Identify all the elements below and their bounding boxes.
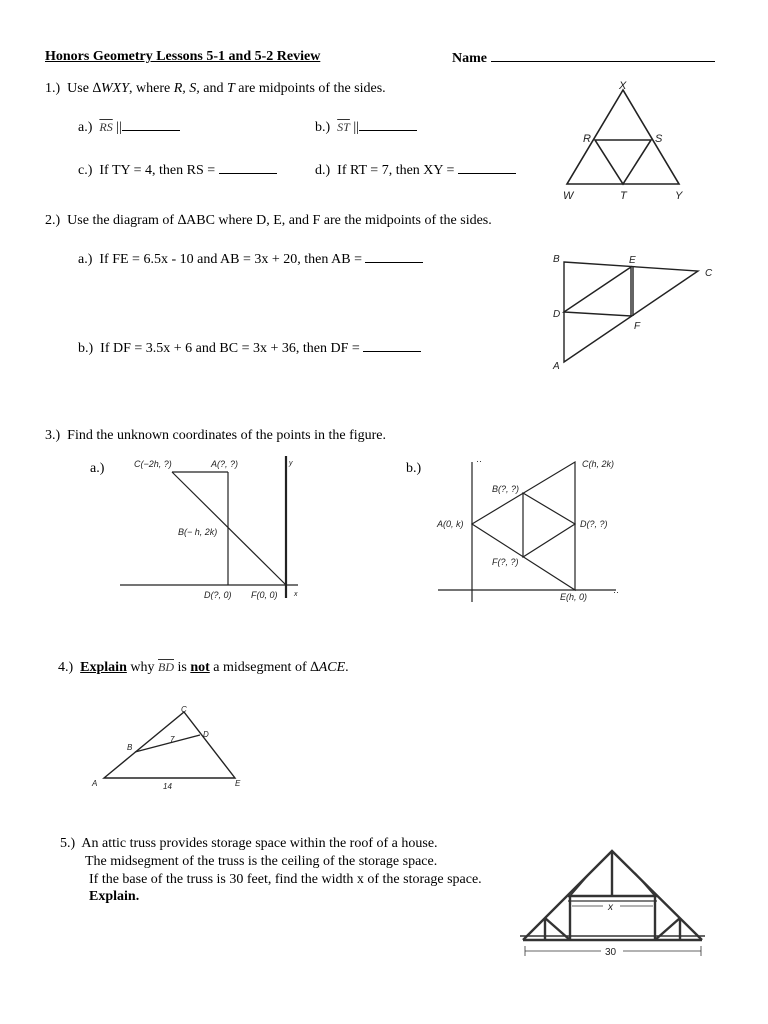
q1-label-r: R [583, 133, 591, 145]
q5-label-x: x [608, 902, 613, 913]
q3-a-label-d: D(?, 0) [204, 590, 232, 600]
q3-number: 3.) [45, 428, 61, 443]
q3-a-label: a.) [90, 461, 105, 476]
q5-explain: Explain. [89, 889, 140, 904]
q3-prompt-text: Find the unknown coordinates of the points in the figure. [67, 428, 387, 443]
q1-label-x: X [619, 80, 627, 92]
q1-prompt-pre: Use ∆ [67, 81, 102, 96]
q2-prompt [45, 213, 492, 229]
q1-c [78, 161, 277, 179]
q2-b-label: b.) [78, 341, 94, 356]
q3-a-label-x: x [294, 591, 298, 598]
q4-prompt [58, 659, 349, 676]
q5-line2: The midsegment of the truss is the ceiling of the storage space. [85, 854, 438, 869]
q2-b [78, 339, 421, 357]
q3-b-dots-top: ·· [476, 456, 482, 466]
q1-b [315, 118, 417, 136]
q2-a-answer-blank[interactable] [365, 250, 423, 263]
q4-segment: $\overline{BD}$ [158, 660, 174, 674]
q2-midsegment-triangle [564, 267, 631, 316]
q2-number: 2.) [45, 213, 61, 228]
q4-label-b: B [127, 743, 133, 752]
q1-label-t: T [620, 190, 627, 202]
q2-a [78, 250, 423, 268]
q4-label-fourteen: 14 [163, 782, 172, 791]
q5-line1 [60, 836, 438, 852]
q1-d [315, 161, 516, 179]
q2-triangle-figure [548, 250, 718, 375]
q3-b-label-f: F(?, ?) [492, 557, 519, 567]
q1-c-text: If TY = 4, then RS = [99, 163, 216, 178]
q2-b-text: If DF = 3.5x + 6 and BC = 3x + 36, then DF = [100, 341, 360, 356]
q1-number: 1.) [45, 81, 61, 96]
q4-triangle-figure [88, 702, 248, 792]
q4-why: why [126, 660, 158, 675]
q3-b-label: b.) [406, 461, 422, 476]
q4-triangle-ace [104, 712, 235, 778]
q3-b-label-b: B(?, ?) [492, 484, 520, 494]
q3-a-label-b: B(− h, 2k) [178, 527, 218, 537]
q5-truss-figure [515, 843, 715, 963]
q2-prompt-text: Use the diagram of ∆ABC where D, E, and F are the midpoints of the sides. [67, 213, 492, 228]
q1-c-answer-blank[interactable] [219, 161, 277, 174]
q2-a-label: a.) [78, 252, 93, 267]
q1-c-label: c.) [78, 163, 93, 178]
q1-a-label: a.) [78, 120, 93, 135]
q1-a-answer-blank[interactable] [122, 118, 180, 131]
q2-label-f: F [634, 321, 641, 332]
q2-b-answer-blank[interactable] [363, 339, 421, 352]
q5-line3: If the base of the truss is 30 feet, find the width x of the storage space. [89, 872, 482, 887]
q1-prompt-mid: , where [129, 81, 174, 96]
q3-b-label-a: A(0, k) [437, 519, 464, 529]
q2-a-text: If FE = 6.5x - 10 and AB = 3x + 20, then AB = [99, 252, 362, 267]
q1-var-t: T [227, 81, 235, 96]
q1-a-parallel: || [116, 120, 122, 135]
q3-a-label-y: y [289, 460, 293, 467]
q3-b-dots-right: ·· [613, 587, 619, 597]
q1-d-answer-blank[interactable] [458, 161, 516, 174]
worksheet-title: Honors Geometry Lessons 5-1 and 5-2 Review [45, 49, 321, 64]
q1-prompt-and: and [199, 81, 227, 96]
q4-label-e: E [235, 779, 241, 788]
q2-label-d: D [553, 309, 561, 320]
q1-midsegment-triangle [595, 140, 651, 184]
q4-rest-post: . [345, 660, 349, 675]
q5-number: 5.) [60, 836, 76, 851]
q3-b-label-e: E(h, 0) [560, 592, 588, 602]
q1-triangle: WXY [101, 81, 130, 96]
q4-triangle: ACE [318, 660, 346, 675]
name-label [452, 49, 715, 67]
q1-prompt [45, 81, 386, 97]
q1-label-s: S [655, 133, 663, 145]
q1-a [78, 118, 180, 136]
q4-not: not [190, 660, 210, 675]
q3-b-label-c: C(h, 2k) [582, 459, 615, 469]
q2-label-c: C [705, 268, 713, 279]
q1-a-segment: $\overline{RS}$ [99, 120, 113, 134]
q1-b-segment: $\overline{ST}$ [337, 120, 350, 134]
q1-prompt-post: are midpoints of the sides. [234, 81, 386, 96]
q1-label-y: Y [675, 190, 683, 202]
q1-d-text: If RT = 7, then XY = [337, 163, 455, 178]
q4-label-a: A [92, 779, 98, 788]
q3-b-coordinate-figure [432, 452, 632, 607]
q4-explain: Explain [80, 660, 127, 675]
q2-label-a: A [553, 361, 560, 372]
q1-label-w: W [563, 190, 574, 202]
q3-a-coordinate-figure [118, 452, 308, 602]
q1-vars: R, S, [173, 81, 200, 96]
q2-label-e: E [629, 255, 636, 266]
q3-a-label-a: A(?, ?) [211, 459, 239, 469]
q3-b-label-d: D(?, ?) [580, 519, 608, 529]
q5-label-base: 30 [605, 947, 617, 958]
q1-b-parallel: || [353, 120, 359, 135]
q4-label-seven: 7 [170, 735, 175, 744]
q3-a-label-f: F(0, 0) [251, 590, 278, 600]
q1-triangle-figure [555, 78, 695, 203]
q1-d-label: d.) [315, 163, 331, 178]
q4-label-d: D [203, 730, 209, 739]
q3-prompt [45, 428, 386, 444]
q5-line1-text: An attic truss provides storage space within the roof of a house. [81, 836, 438, 851]
name-field[interactable] [491, 49, 715, 62]
q4-is: is [174, 660, 191, 675]
q3-b-midsegment-triangle [523, 493, 575, 557]
q3-a-label-c: C(−2h, ?) [134, 459, 172, 469]
q4-number: 4.) [58, 660, 74, 675]
q4-rest-pre: a midsegment of ∆ [209, 660, 319, 675]
q5-truss-frame [520, 851, 705, 940]
q1-b-answer-blank[interactable] [359, 118, 417, 131]
q2-label-b: B [553, 254, 560, 265]
name-label-text: Name [452, 51, 487, 66]
q4-label-c: C [181, 705, 187, 714]
q1-b-label: b.) [315, 120, 331, 135]
